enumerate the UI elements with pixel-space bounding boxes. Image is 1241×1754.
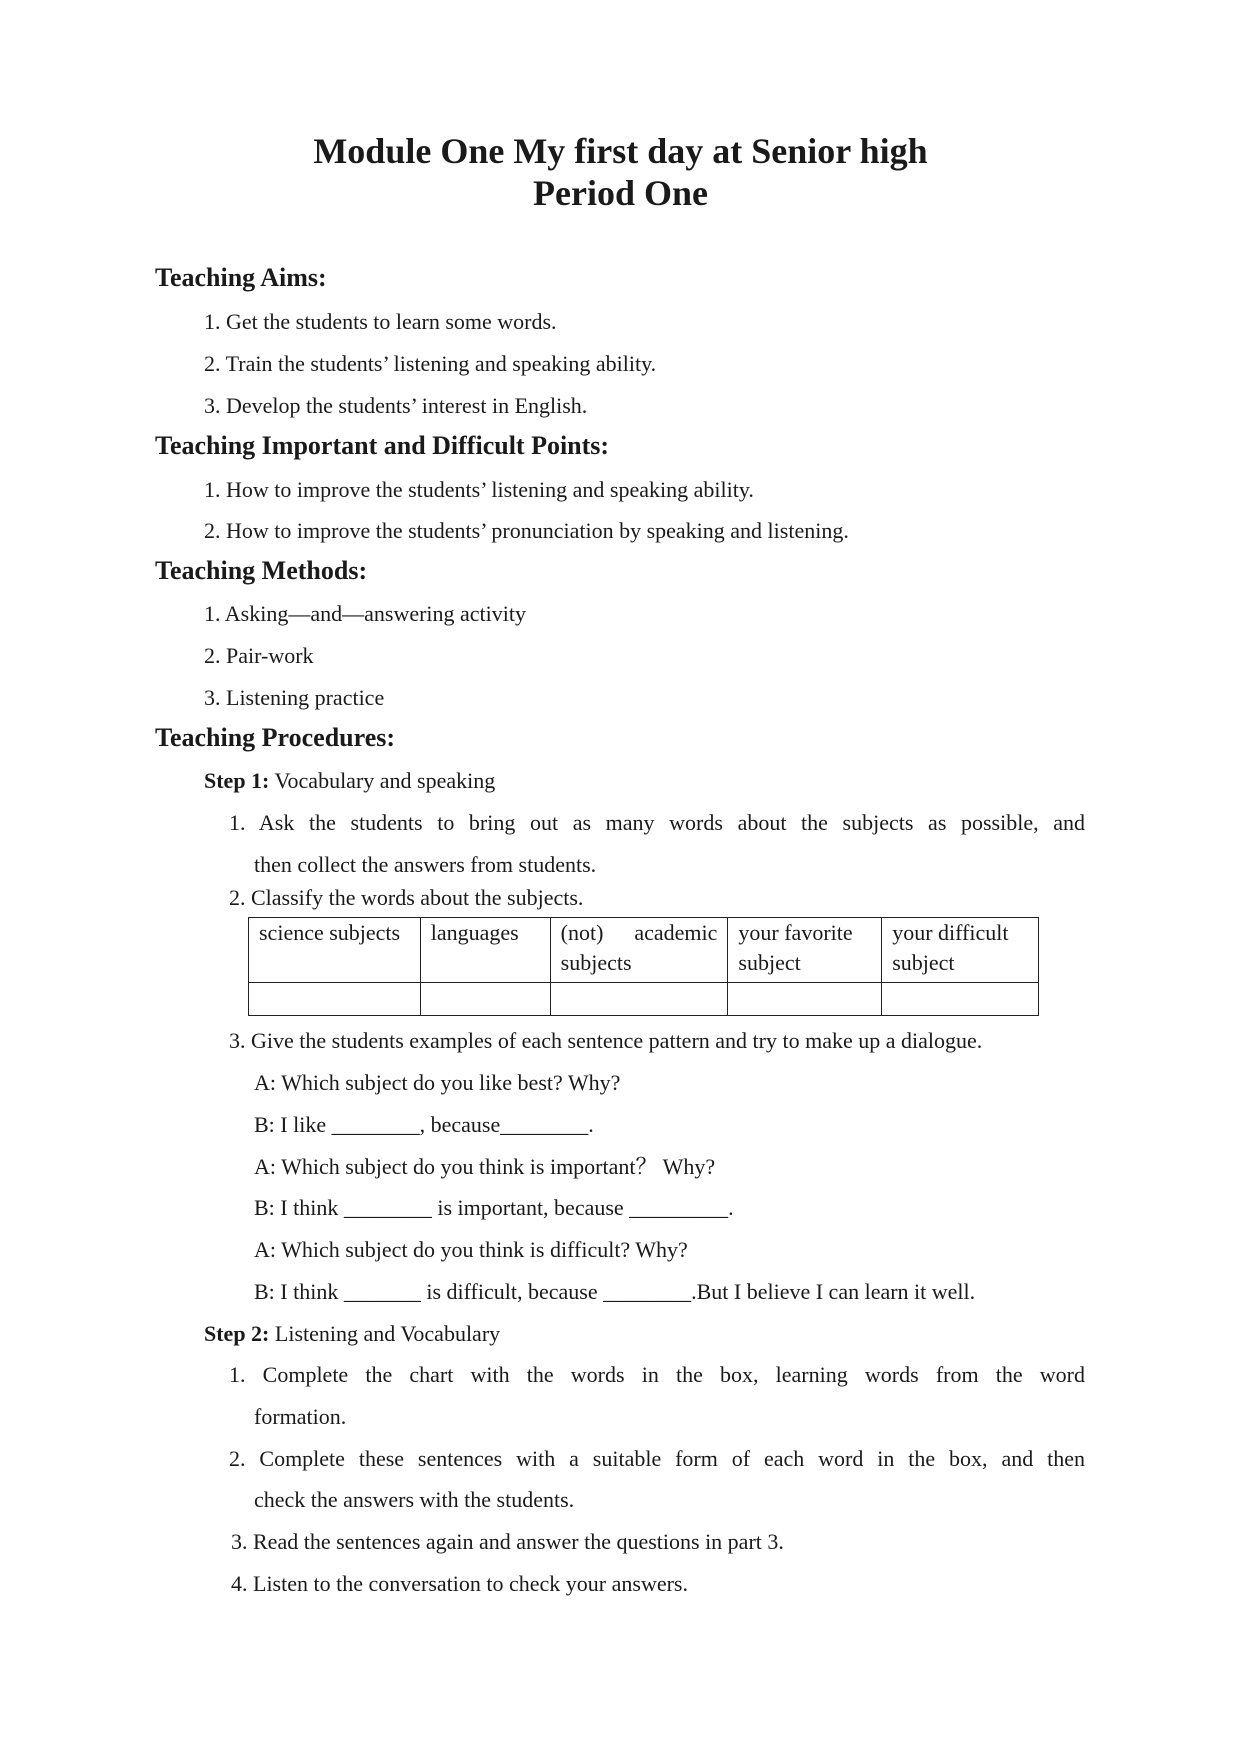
table-cell [420,983,550,1016]
step2-label: Step 2: [204,1321,270,1346]
table-header-cell: your favorite subject [728,918,882,983]
dialogue-line: A: Which subject do you think is important？ Why? [254,1154,716,1179]
subjects-table [248,917,1039,1016]
table-header-cell: your difficult subject [882,918,1039,983]
step2-item2-cont: check the answers with the students. [254,1487,575,1512]
aims-item: 3. Develop the students’ interest in English. [204,393,588,418]
table-cell [882,983,1039,1016]
table-header-cell: (not) academic subjects [550,918,728,983]
dialogue-line: B: I think ________ is important, because _________. [254,1195,734,1220]
methods-heading: Teaching Methods: [155,556,368,585]
step2-title: Listening and Vocabulary [269,1321,501,1346]
step1-label: Step 1: [204,768,270,793]
aims-heading: Teaching Aims: [155,263,327,292]
step1-item2: 2. Classify the words about the subjects. [229,885,584,910]
page-subtitle: Period One [533,173,708,213]
step1-item3: 3. Give the students examples of each sentence pattern and try to make up a dialogue. [229,1028,983,1053]
aims-item: 2. Train the students’ listening and speaking ability. [204,351,657,376]
step1-line [204,767,495,795]
table-cell [550,983,728,1016]
table-header-row [249,918,1039,983]
step1-title: Vocabulary and speaking [269,768,496,793]
table-header-cell: science subjects [249,918,421,983]
points-item: 2. How to improve the students’ pronunciation by speaking and listening. [204,518,849,543]
step2-item1: 1. Complete the chart with the words in the box, learning words from the word [229,1362,1085,1387]
points-heading: Teaching Important and Difficult Points: [155,431,610,460]
table-header-cell: languages [420,918,550,983]
aims-item: 1. Get the students to learn some words. [204,309,557,334]
step1-item1: 1. Ask the students to bring out as many words about the subjects as possible, and [229,810,1085,835]
dialogue-line: B: I like ________, because________. [254,1112,594,1137]
page-title: Module One My first day at Senior high [313,131,928,171]
step2-item4: 4. Listen to the conversation to check your answers. [231,1571,688,1596]
methods-item: 1. Asking—and—answering activity [204,601,527,626]
dialogue-line: B: I think _______ is difficult, because ________.But I believe I can learn it well. [254,1279,976,1304]
step1-item1-cont: then collect the answers from students. [254,852,597,877]
step2-line [204,1320,500,1348]
table-cell [249,983,421,1016]
table-cell [728,983,882,1016]
points-item: 1. How to improve the students’ listening and speaking ability. [204,477,754,502]
step2-item1-cont: formation. [254,1404,347,1429]
dialogue-line: A: Which subject do you like best? Why? [254,1070,621,1095]
step2-item2: 2. Complete these sentences with a suitable form of each word in the box, and then [229,1446,1085,1471]
table-row [249,983,1039,1016]
methods-item: 2. Pair-work [204,643,314,668]
step2-item3: 3. Read the sentences again and answer the questions in part 3. [231,1529,784,1554]
procedures-heading: Teaching Procedures: [155,723,396,752]
methods-item: 3. Listening practice [204,685,385,710]
dialogue-line: A: Which subject do you think is difficult? Why? [254,1237,688,1262]
